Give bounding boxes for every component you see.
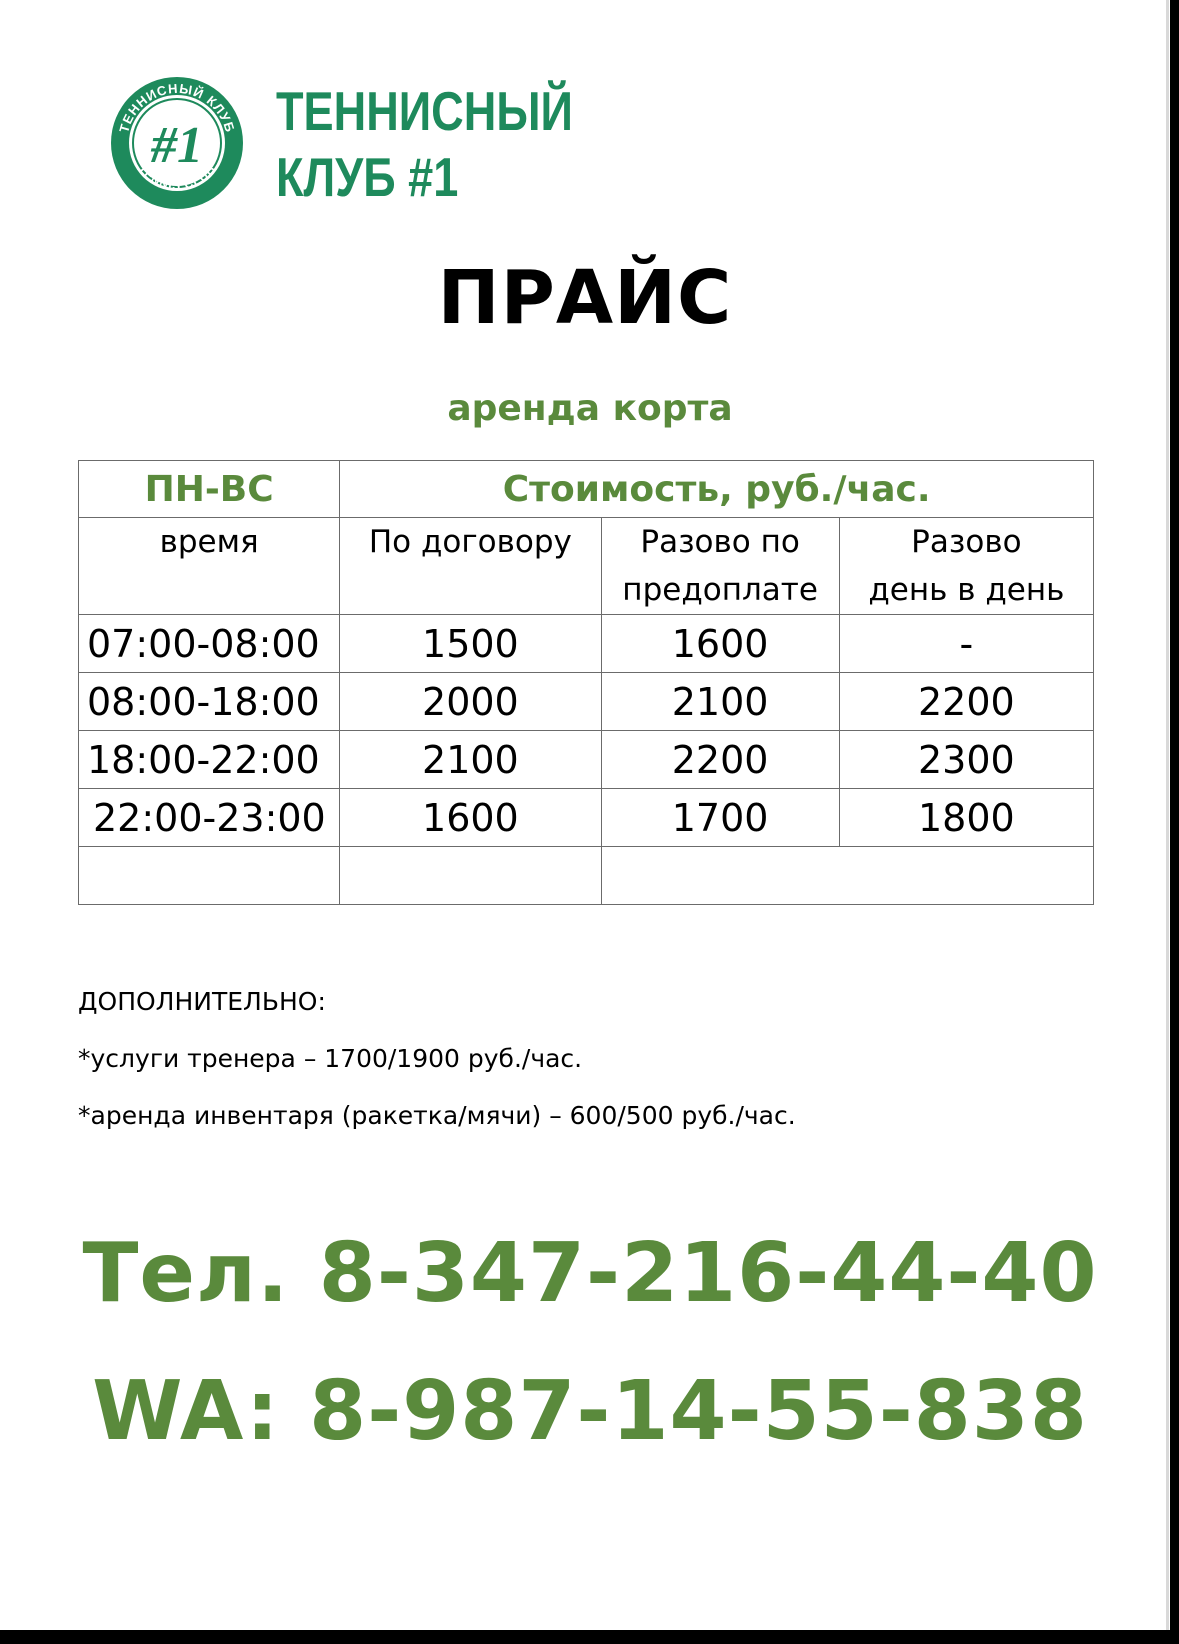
extra-equipment: *аренда инвентаря (ракетка/мячи) – 600/500 руб./час. <box>78 1101 796 1130</box>
table-row <box>79 789 1094 847</box>
col-prepaid-label-1: Разово по <box>640 524 800 560</box>
table-row-empty <box>79 847 1094 905</box>
cell-sameday: 2300 <box>839 731 1093 789</box>
table-header-row <box>79 461 1094 518</box>
cell-sameday: 1800 <box>839 789 1093 847</box>
club-name <box>276 78 573 210</box>
extra-services <box>78 984 796 1155</box>
cell-time: 18:00-22:00 <box>79 731 340 789</box>
page-subtitle: аренда корта <box>447 388 733 429</box>
cell-prepaid: 2100 <box>601 673 839 731</box>
cell-empty <box>601 847 1094 905</box>
col-sameday-label-2: день в день <box>868 572 1065 608</box>
cell-prepaid: 1600 <box>601 615 839 673</box>
col-sameday <box>839 518 1093 615</box>
price-table <box>78 460 1094 905</box>
col-contract <box>340 518 601 615</box>
table-row <box>79 731 1094 789</box>
cell-prepaid: 1700 <box>601 789 839 847</box>
col-prepaid-label-2: предоплате <box>622 572 818 608</box>
cell-contract: 1600 <box>340 789 601 847</box>
extra-heading: ДОПОЛНИТЕЛЬНО: <box>78 987 326 1016</box>
cell-prepaid: 2200 <box>601 731 839 789</box>
col-prepaid <box>601 518 839 615</box>
club-name-line2: КЛУБ #1 <box>276 146 459 208</box>
tennis-club-logo-icon <box>108 74 246 212</box>
col-time <box>79 518 340 615</box>
col-time-label: время <box>159 524 259 560</box>
page-title: ПРАЙС <box>437 255 733 341</box>
cell-contract: 1500 <box>340 615 601 673</box>
table-row <box>79 615 1094 673</box>
table-row <box>79 673 1094 731</box>
whatsapp-number: WA: 8-987-14-55-838 <box>92 1364 1088 1459</box>
screen-border <box>1170 0 1179 1644</box>
cell-time: 22:00-23:00 <box>79 789 340 847</box>
header-cost: Стоимость, руб./час. <box>340 461 1094 518</box>
svg-text:#1: #1 <box>151 117 203 174</box>
svg-text:ТЕННИСНЫЙ КЛУБ: ТЕННИСНЫЙ КЛУБ <box>116 80 238 135</box>
cell-contract: 2000 <box>340 673 601 731</box>
cell-sameday: - <box>839 615 1093 673</box>
table-subheader-row <box>79 518 1094 615</box>
col-sameday-label-1: Разово <box>911 524 1022 560</box>
page-edge <box>1166 0 1169 1630</box>
club-name-line1: ТЕННИСНЫЙ <box>276 80 573 142</box>
phone-number: Тел. 8-347-216-44-40 <box>82 1226 1098 1321</box>
cell-empty <box>79 847 340 905</box>
cell-sameday: 2200 <box>839 673 1093 731</box>
extra-coach: *услуги тренера – 1700/1900 руб./час. <box>78 1044 583 1073</box>
cell-time: 07:00-08:00 <box>79 615 340 673</box>
cell-empty <box>340 847 601 905</box>
col-contract-label: По договору <box>368 524 572 560</box>
svg-text:TENNIS CLUB: TENNIS CLUB <box>135 161 219 193</box>
cell-time: 08:00-18:00 <box>79 673 340 731</box>
cell-contract: 2100 <box>340 731 601 789</box>
header-days: ПН-ВС <box>79 461 340 518</box>
